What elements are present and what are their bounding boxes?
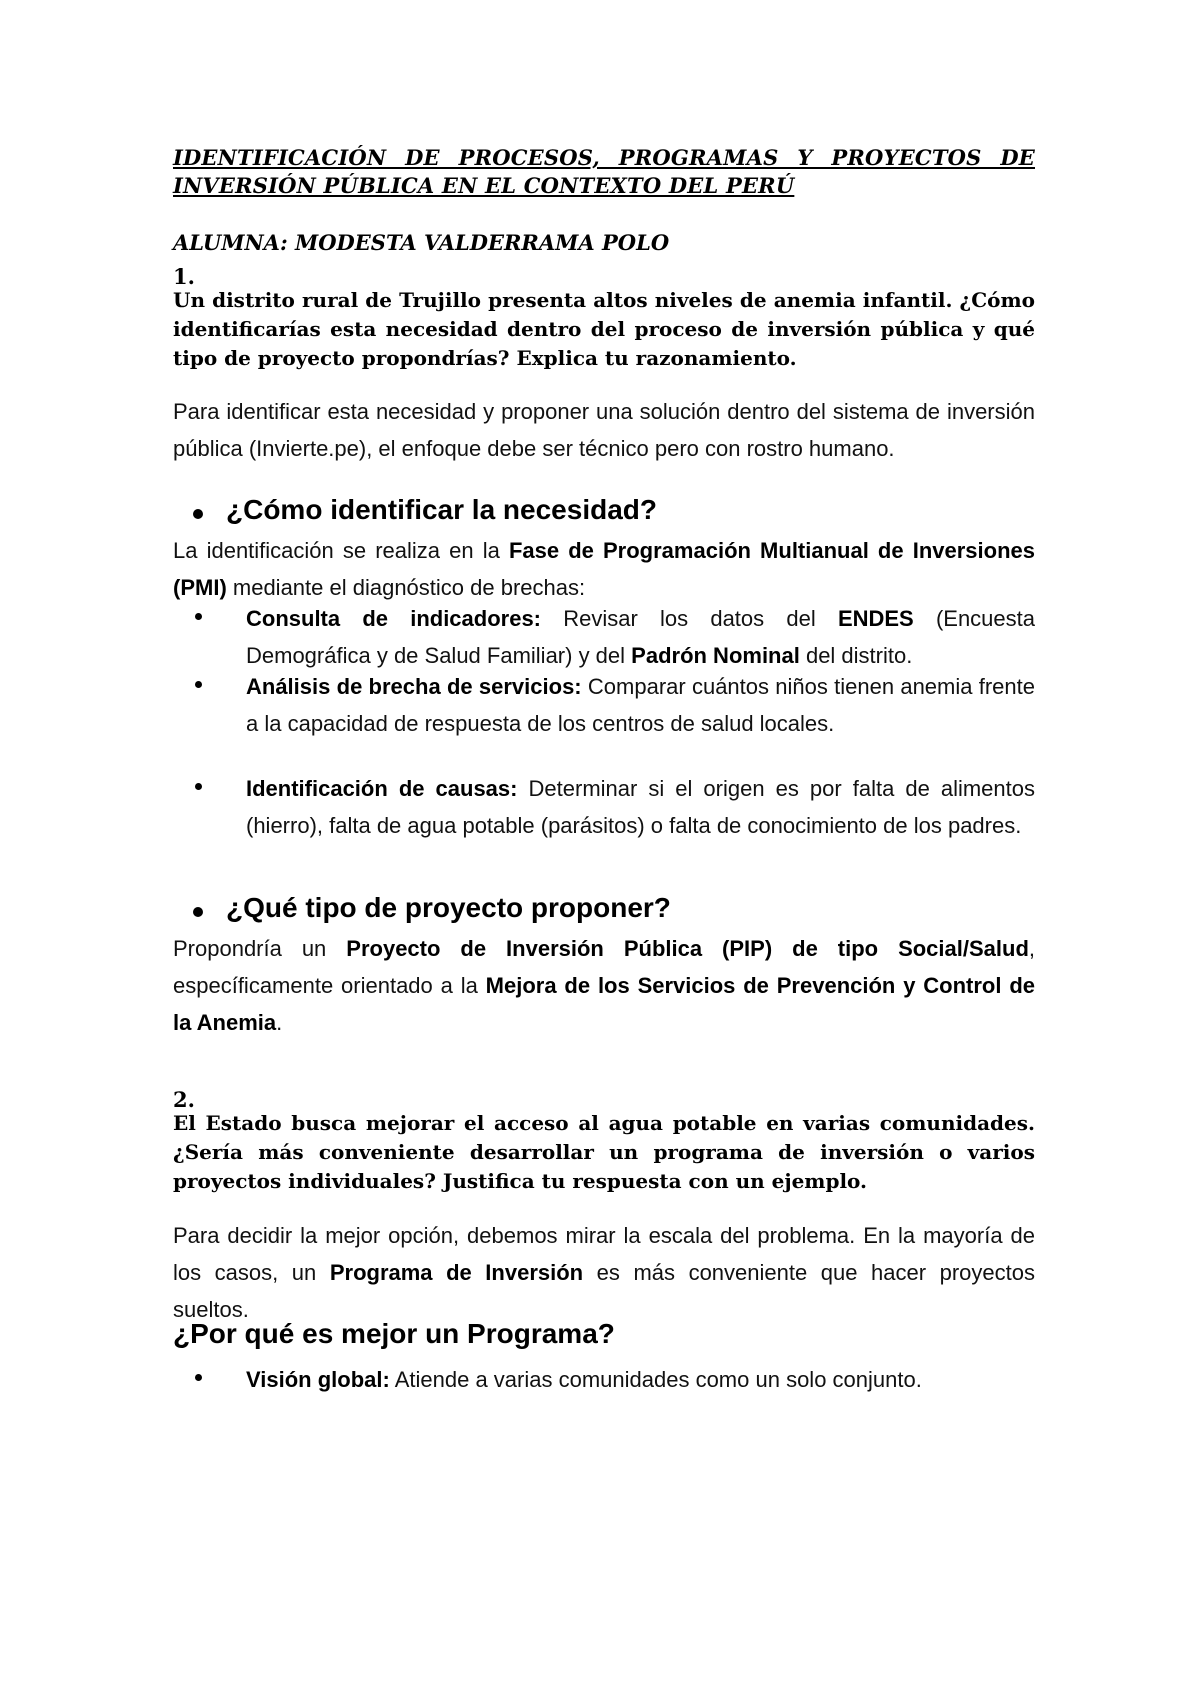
bullet-icon — [195, 783, 202, 790]
bullet-icon — [193, 907, 203, 917]
bold-program: Programa de Inversión — [329, 1260, 584, 1285]
q1-intro-paragraph: Para identificar esta necesidad y proponer una solución dentro del sistema de inversión pública (Invierte.pe), el enfoque debe ser técnico pero con rostro humano. — [173, 399, 1035, 461]
item-text: del distrito. — [799, 643, 913, 668]
bold-project-type: Proyecto de Inversión Pública (PIP) de tipo Social/Salud — [346, 936, 1029, 961]
item-text: Atiende a varias comunidades como un solo conjunto. — [389, 1367, 922, 1392]
text-span: Propondría un — [173, 936, 347, 961]
bullet-icon — [195, 1374, 202, 1381]
q2-list-item — [246, 1361, 1035, 1398]
question-2-text: El Estado busca mejorar el acceso al agua potable en varias comunidades. ¿Sería más conveniente desarrollar un programa de inversión o varios proyectos individuales? Justifica tu respuesta con un ejemplo. — [173, 1111, 1035, 1193]
text-span: Para decidir la mejor opción, debemos mirar la escala del problema. En la mayoría de los casos, un — [173, 1223, 1035, 1285]
q1-heading-identify: ¿Cómo identificar la necesidad? — [226, 494, 657, 525]
bullet-icon — [195, 681, 202, 688]
item-text: Determinar si el origen es por falta de alimentos (hierro), falta de agua potable (parásitos) o falta de conocimiento de los padres. — [246, 776, 1035, 838]
bold-phase-name: Fase de Programación Multianual de Inversiones (PMI) — [173, 538, 1035, 600]
item-bold: Padrón Nominal — [631, 643, 800, 668]
item-label: Identificación de causas: — [246, 776, 518, 801]
student-name: ALUMNA: MODESTA VALDERRAMA POLO — [173, 230, 670, 255]
q2-intro-paragraph — [173, 1217, 1035, 1328]
item-bold: ENDES — [837, 606, 914, 631]
item-label: Visión global: — [246, 1367, 390, 1392]
question-1-text: Un distrito rural de Trujillo presenta altos niveles de anemia infantil. ¿Cómo identificarías esta necesidad dentro del proceso de inversión pública y qué tipo de proyecto propondrías? Explica tu razonamiento. — [173, 288, 1035, 370]
q1-list-item — [246, 600, 1035, 674]
document-title: IDENTIFICACIÓN DE PROCESOS, PROGRAMAS Y PROYECTOS DE INVERSIÓN PÚBLICA EN EL CONTEXTO DEL PERÚ — [173, 145, 1035, 198]
item-text: Comparar cuántos niños tienen anemia frente a la capacidad de respuesta de los centros de salud locales. — [246, 674, 1036, 736]
item-label: Análisis de brecha de servicios: — [246, 674, 582, 699]
q1-identify-paragraph — [173, 532, 1035, 606]
q1-heading-type: ¿Qué tipo de proyecto proponer? — [226, 892, 671, 923]
question-1-number: 1. — [173, 264, 195, 289]
text-span: La identificación se realiza en la — [173, 538, 509, 563]
bold-project-name: Mejora de los Servicios de Prevención y Control de la Anemia — [173, 973, 1036, 1035]
text-span: , específicamente orientado a la — [173, 936, 1036, 998]
q1-list-item — [246, 668, 1035, 742]
text-span: es más conveniente que hacer proyectos sueltos. — [173, 1260, 1035, 1322]
bullet-icon — [193, 509, 203, 519]
text-span: . — [276, 1010, 283, 1035]
item-text: Revisar los datos del — [541, 606, 838, 631]
q2-heading-why: ¿Por qué es mejor un Programa? — [173, 1318, 615, 1349]
question-2-number: 2. — [173, 1087, 195, 1112]
item-label: Consulta de indicadores: — [246, 606, 542, 631]
text-span: mediante el diagnóstico de brechas: — [226, 575, 586, 600]
q1-type-paragraph — [173, 930, 1035, 1041]
item-text: (Encuesta Demográfica y de Salud Familiar) y del — [246, 606, 1035, 668]
q1-list-item — [246, 770, 1035, 844]
bullet-icon — [195, 613, 202, 620]
